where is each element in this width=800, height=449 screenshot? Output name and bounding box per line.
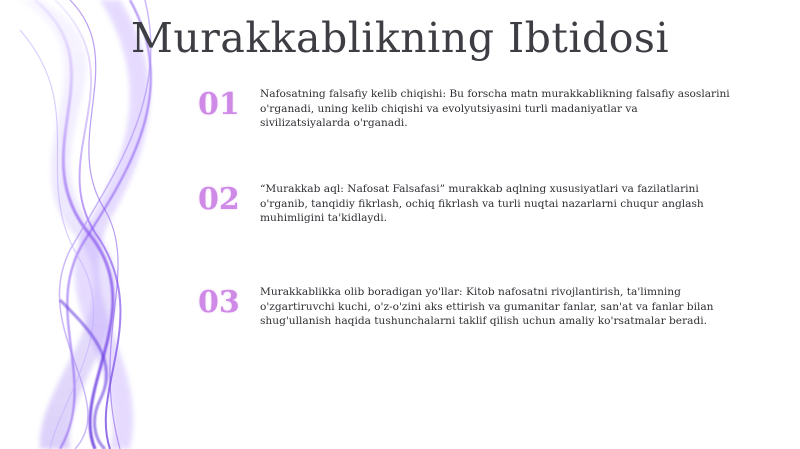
item-number: 01 <box>198 87 240 122</box>
item-text: Nafosatning falsafiy kelib chiqishi: Bu forscha matn murakkablikning falsafiy asoslarini o'rganadi, uning kelib chiqishi va evolyutsiyasini turli madaniyatlar va sivilizatsiyalarda o'rganadi. <box>260 88 730 129</box>
item-text: “Murakkab aql: Nafosat Falsafasi” murakkab aqlning xususiyatlari va fazilatlarini o'rganib, tanqidiy fikrlash, ochiq fikrlash va turli nuqtai nazarlarni chuqur anglash muhimligini ta'kidlaydi. <box>260 183 704 224</box>
purple-smoke-decoration <box>0 0 200 449</box>
list-item <box>198 87 758 157</box>
item-text: Murakkablikka olib boradigan yo'llar: Kitob nafosatni rivojlantirish, ta'limning o'zgartiruvchi kuchi, o'z-o'zini aks ettirish va gumanitar fanlar, san'at va fanlar bilan shug'ullanish haqida tushunchalarni taklif qilish uchun amaliy ko'rsatmalar beradi. <box>260 286 714 327</box>
list-item <box>198 285 758 355</box>
item-number: 03 <box>198 285 240 320</box>
slide-title: Murakkablikning Ibtidosi <box>130 14 670 62</box>
item-number: 02 <box>198 182 240 217</box>
list-item <box>198 182 758 252</box>
